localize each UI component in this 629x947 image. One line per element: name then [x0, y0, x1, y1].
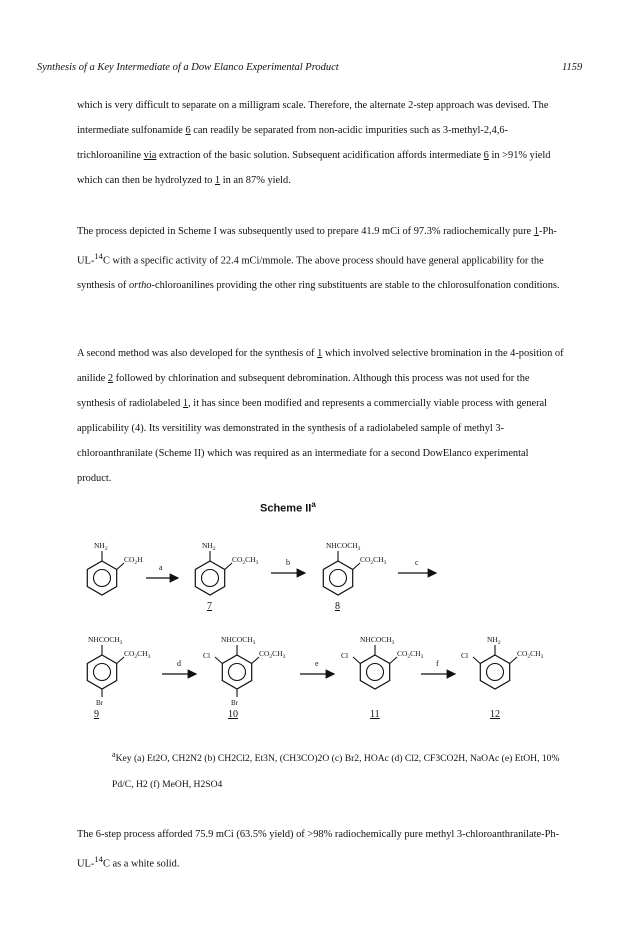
compound-label-8: 8 [335, 601, 340, 612]
page-number: 1159 [562, 62, 583, 73]
paragraph-2 [77, 219, 565, 298]
compound-7 [195, 541, 258, 612]
svg-text:CO2CH3: $CO_2CH_3$ [259, 649, 286, 660]
p3-text-1: A second method was also developed for the synthesis of [77, 348, 318, 359]
compound-8 [323, 541, 386, 612]
svg-text:NH2: $NH_2$ [487, 635, 501, 646]
isotope-superscript: 14 [94, 251, 103, 261]
arrow-label-f: f [436, 659, 439, 668]
arrow-label-a: a [159, 563, 163, 572]
compound-label-11: 11 [370, 709, 380, 720]
paragraph-1 [77, 93, 565, 193]
svg-text:Cl: Cl [341, 651, 349, 660]
compound-ref: 1 [317, 348, 323, 359]
arrow-label-e: e [315, 659, 319, 668]
p2-text-1: The process depicted in Scheme I was subsequently used to prepare 41.9 mCi of 97.3% radiochemically pure [77, 226, 534, 237]
svg-text:CO2CH3: $CO_2CH_3$ [517, 649, 544, 660]
key-text: Key (a) Et2O, CH2N2 (b) CH2Cl2, Et3N, (CH3CO)2O (c) Br2, HOAc (d) Cl2, CF3CO2H, NaOAc (e) EtOH, 10% Pd/C, H2 (f) MeOH, H2SO4 [112, 753, 560, 791]
scheme-title-sup: a [311, 500, 316, 509]
scheme-title [260, 500, 316, 515]
compound-ref: 6 [185, 125, 191, 136]
svg-text:Cl: Cl [203, 651, 211, 660]
compound-anthranilic-acid [87, 541, 143, 595]
svg-text:Br: Br [231, 699, 238, 707]
compound-10 [203, 635, 286, 720]
key-sup: a [112, 750, 116, 759]
p1-text-4: in >91% yield which can then be hydrolyzed to [77, 150, 551, 186]
p3-text-3: followed by chlorination and subsequent debromination. Although this process was not used for the synthesis of radiolabeled [77, 373, 530, 409]
running-title: Synthesis of a Key Intermediate of a Dow Elanco Experimental Product [37, 62, 339, 73]
svg-text:NH2: $NH_2$ [202, 541, 216, 552]
p1-text-2: can readily be separated from non-acidic impurities such as 3-methyl-2,4,6-trichloroaniline [77, 125, 509, 161]
p1-text-3: extraction of the basic solution. Subsequent acidification affords intermediate [156, 150, 484, 161]
compound-ref: 6 [483, 150, 489, 161]
compound-label-10: 10 [228, 709, 238, 720]
compound-ref: 1 [182, 398, 189, 409]
svg-text:NHCOCH3: $NHCOCH_3$ [326, 541, 361, 552]
arrow-label-d: d [177, 659, 181, 668]
compound-11 [341, 635, 424, 720]
svg-text:CO2CH3: $CO_2CH_3$ [360, 555, 387, 566]
isotope-superscript: 14 [94, 854, 103, 864]
compound-label-9: 9 [94, 709, 99, 720]
svg-text:NHCOCH3: $NHCOCH_3$ [360, 635, 395, 646]
p1-text-5: in an 87% yield. [220, 175, 291, 186]
arrow-label-b: b [286, 558, 290, 567]
scheme-key [112, 742, 582, 798]
paragraph-4 [77, 822, 565, 876]
svg-text:Cl: Cl [461, 651, 469, 660]
arrow-label-c: c [415, 558, 419, 567]
svg-text:NHCOCH3: $NHCOCH_3$ [221, 635, 256, 646]
paragraph-3 [77, 341, 565, 491]
compound-9 [87, 635, 150, 720]
svg-text:Br: Br [96, 699, 103, 707]
svg-text:NHCOCH3: $NHCOCH_3$ [88, 635, 123, 646]
compound-12 [461, 635, 544, 720]
svg-text:NH2: $NH_2$ [94, 541, 108, 552]
p1-text-1: which is very difficult to separate on a milligram scale. Therefore, the alternate 2-step approach was devised. The intermediate sulfonamide [77, 100, 549, 136]
p3-text-2: which involved selective bromination in the 4-position of anilide [77, 348, 564, 384]
ortho-word: ortho [128, 280, 152, 292]
compound-ref: 2 [107, 373, 114, 384]
svg-text:CO2H: $CO_2H$ [124, 555, 143, 566]
via-word: via [143, 150, 157, 161]
svg-text:CO2CH3: $CO_2CH_3$ [124, 649, 151, 660]
compound-ref: 1 [533, 226, 539, 237]
compound-label-12: 12 [490, 709, 500, 720]
svg-text:CO2CH3: $CO_2CH_3$ [397, 649, 424, 660]
svg-text:CO2CH3: $CO_2CH_3$ [232, 555, 259, 566]
scheme-title-text: Scheme II [260, 502, 312, 515]
p3-text-4: , it has since been modified and represents a commercially viable process with general applicability (4). Its versitility was demonstrated in the synthesis of a radiolabeled sample of methyl 3-chloroanthranilate (Scheme II) which was required as an intermediate for a second DowElanco experimental product. [77, 398, 548, 484]
p4-text-2: C as a white solid. [102, 858, 180, 870]
p2-text-2: -Ph-UL- [77, 226, 557, 267]
p2-text-3: C with a specific activity of 22.4 mCi/mmole. The above process should have general applicability for the synthesis of [77, 255, 544, 292]
p4-text-1: The 6-step process afforded 75.9 mCi (63.5% yield) of >98% radiochemically pure methyl 3-chloroanthranilate-Ph-UL- [77, 829, 560, 870]
compound-label-7: 7 [207, 601, 212, 612]
compound-ref: 1 [214, 175, 221, 186]
p2-text-4: -chloroanilines providing the other ring substituents are stable to the chlorosulfonation conditions. [151, 280, 560, 292]
